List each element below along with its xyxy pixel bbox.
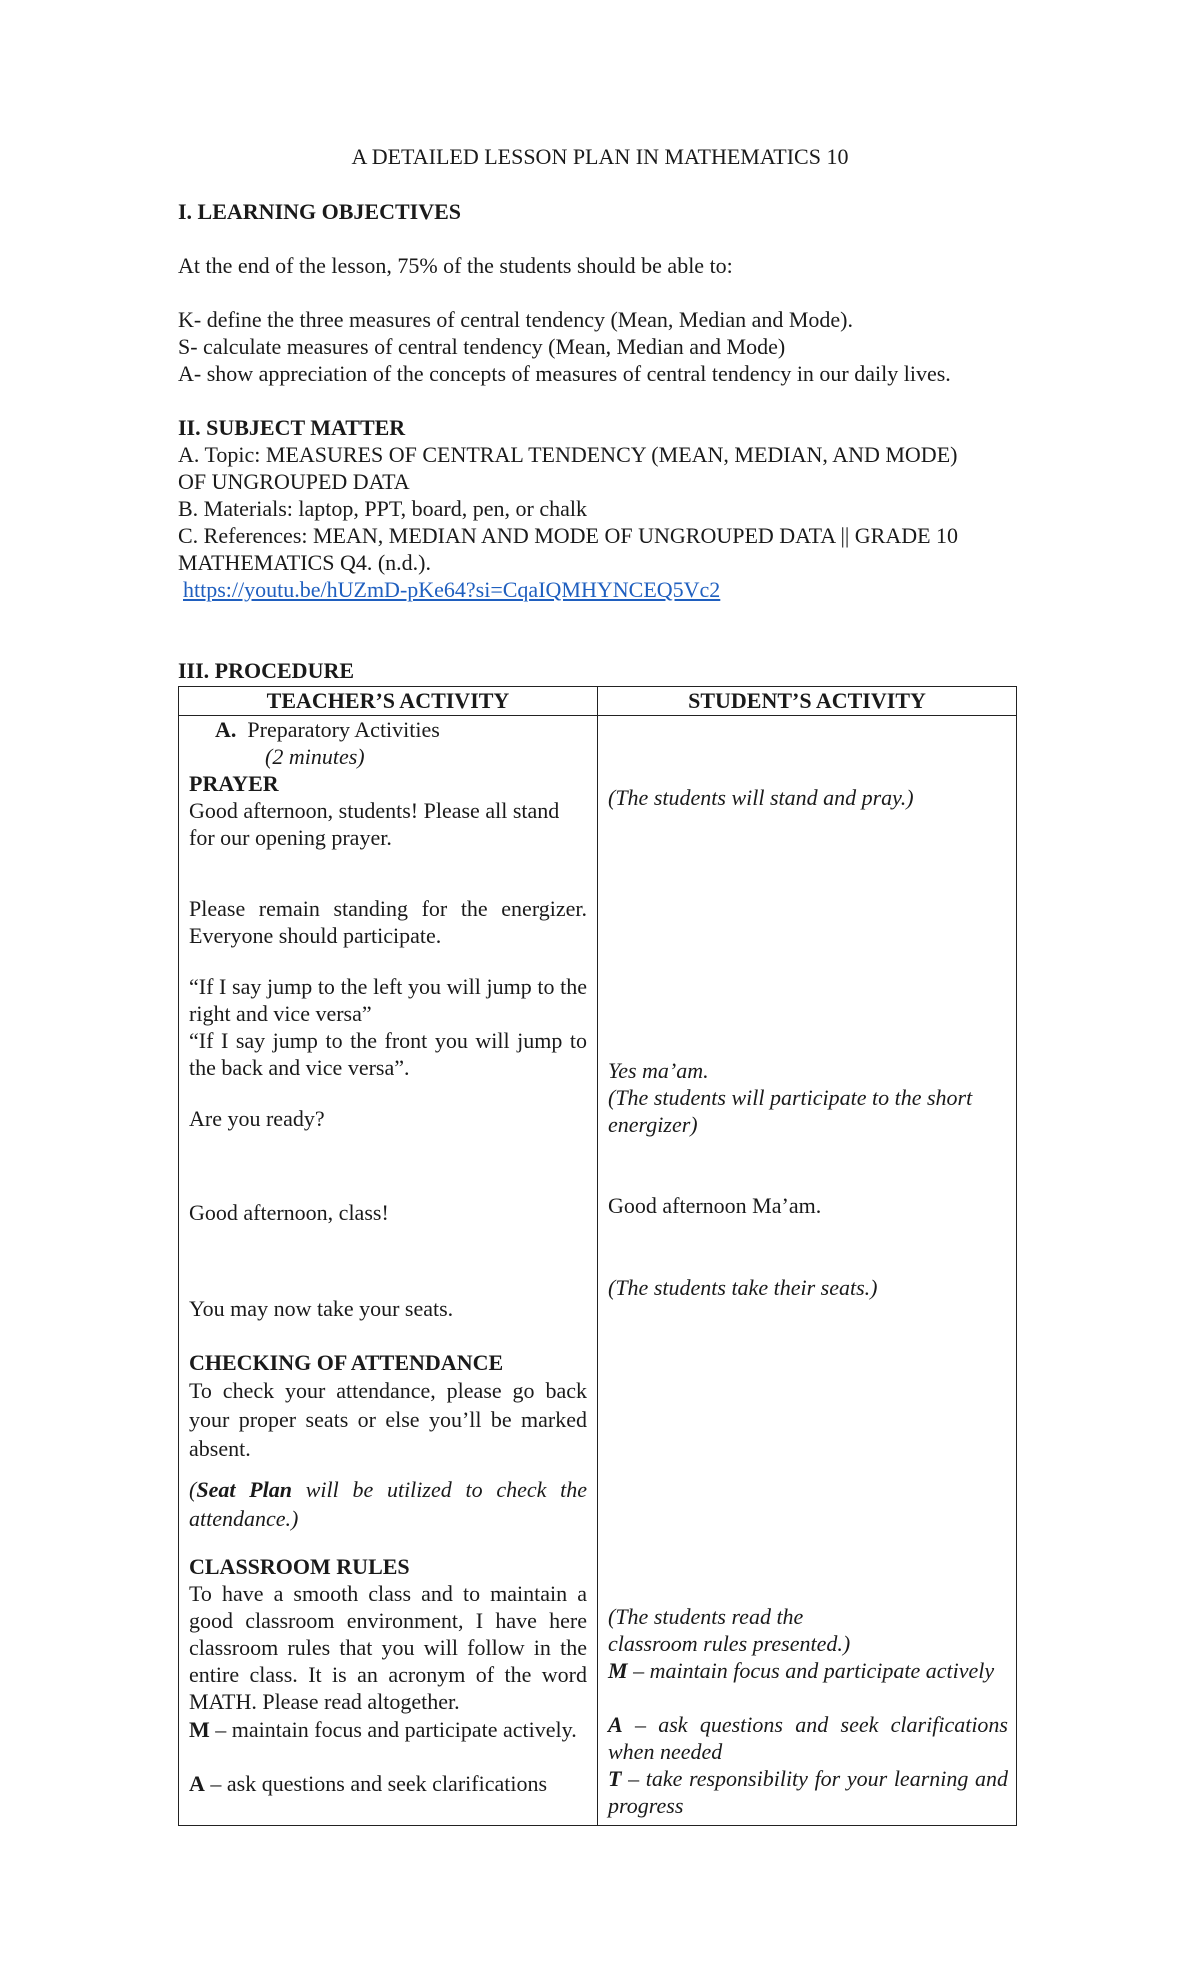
objectives-heading: I. LEARNING OBJECTIVES — [178, 199, 462, 224]
energizer-rule-left: “If I say jump to the left you will jump to the right and vice versa” — [189, 974, 587, 1026]
seat-plan-note: (Seat Plan will be utilized to check the attendance.) — [189, 1477, 587, 1531]
teacher-rule-m: M – maintain focus and participate actively. — [189, 1717, 577, 1742]
attendance-text: To check your attendance, please go back your proper seats or else you’ll be marked absent. — [189, 1378, 587, 1461]
classroom-rules-text: To have a smooth class and to maintain a good classroom environment, I have here classroom rules that you will follow in the entire class. It is an acronym of the word MATH. Please read altogether. — [189, 1581, 587, 1714]
prayer-heading: PRAYER — [189, 771, 279, 796]
subject-topic-cont: OF UNGROUPED DATA — [178, 469, 410, 494]
objective-skill: S- calculate measures of central tendency (Mean, Median and Mode) — [178, 334, 786, 359]
student-seats: (The students take their seats.) — [608, 1275, 878, 1300]
teacher-rule-a: A – ask questions and seek clarifications — [189, 1771, 548, 1796]
reference-link[interactable]: https://youtu.be/hUZmD-pKe64?si=CqaIQMHYNCEQ5Vc2 — [183, 577, 721, 602]
preparatory-activities: A. Preparatory Activities — [215, 717, 440, 742]
ready-question: Are you ready? — [189, 1106, 325, 1131]
objectives-intro: At the end of the lesson, 75% of the students should be able to: — [178, 253, 733, 278]
page-title: A DETAILED LESSON PLAN IN MATHEMATICS 10 — [351, 144, 849, 169]
subject-references: C. References: MEAN, MEDIAN AND MODE OF UNGROUPED DATA || GRADE 10 — [178, 523, 959, 548]
student-rule-a: A – ask questions and seek clarifications when needed — [608, 1712, 1008, 1764]
student-yes: Yes ma’am. — [608, 1058, 709, 1083]
student-greeting: Good afternoon Ma’am. — [608, 1193, 822, 1218]
preparatory-time: (2 minutes) — [265, 744, 365, 769]
student-rule-m: M – maintain focus and participate actively — [608, 1658, 995, 1683]
student-pray: (The students will stand and pray.) — [608, 785, 914, 810]
procedure-heading: III. PROCEDURE — [178, 658, 355, 683]
student-participate: (The students will participate to the short energizer) — [608, 1085, 973, 1137]
subject-materials: B. Materials: laptop, PPT, board, pen, or chalk — [178, 496, 587, 521]
procedure-table — [178, 686, 1017, 1826]
student-read-rules: (The students read the classroom rules presented.) — [608, 1604, 851, 1656]
energizer-text: Please remain standing for the energizer. Everyone should participate. — [189, 896, 587, 948]
subject-references-cont: MATHEMATICS Q4. (n.d.). — [178, 550, 431, 575]
objective-knowledge: K- define the three measures of central tendency (Mean, Median and Mode). — [178, 307, 853, 332]
take-seats: You may now take your seats. — [189, 1296, 454, 1321]
energizer-rule-front: “If I say jump to the front you will jump to the back and vice versa”. — [189, 1028, 587, 1080]
subject-heading: II. SUBJECT MATTER — [178, 415, 406, 440]
objective-attitude: A- show appreciation of the concepts of measures of central tendency in our daily lives. — [178, 361, 951, 386]
teacher-activity-header: TEACHER’S ACTIVITY — [266, 688, 510, 713]
student-activity-header: STUDENT’S ACTIVITY — [688, 688, 926, 713]
column-divider — [597, 687, 598, 1825]
prayer-text: Good afternoon, students! Please all stand for our opening prayer. — [189, 798, 560, 850]
attendance-heading: CHECKING OF ATTENDANCE — [189, 1350, 504, 1375]
student-rule-t: T – take responsibility for your learning and progress — [608, 1766, 1008, 1818]
teacher-greeting: Good afternoon, class! — [189, 1200, 389, 1225]
table-header-row — [179, 687, 1016, 716]
reference-link-line — [178, 576, 1026, 603]
classroom-rules-heading: CLASSROOM RULES — [189, 1554, 410, 1579]
subject-topic: A. Topic: MEASURES OF CENTRAL TENDENCY (MEAN, MEDIAN, AND MODE) — [178, 442, 958, 467]
